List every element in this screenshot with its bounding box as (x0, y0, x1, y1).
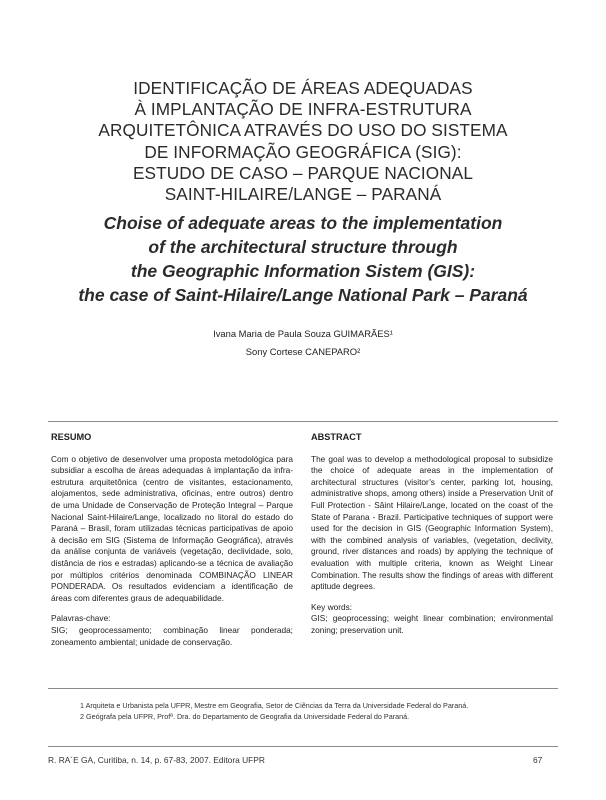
title-pt-line: À IMPLANTAÇÃO DE INFRA-ESTRUTURA (134, 99, 472, 120)
palavras-chave-label: Palavras-chave: (51, 613, 111, 624)
resumo-section (51, 432, 293, 648)
page-number: 67 (533, 755, 543, 765)
author-name: Sony Cortese CANEPARO² (245, 346, 361, 357)
abstract-heading: ABSTRACT (311, 432, 362, 442)
footnote: 1 Arquiteta e Urbanista pela UFPR, Mestre em Geografia, Setor de Ciências da Terra da Universidade Federal do Paraná. (80, 701, 469, 710)
footnote-divider (48, 688, 558, 689)
resumo-heading: RESUMO (51, 432, 92, 442)
key-words-text: GIS; geoprocessing; weight linear combination; environmental zoning; preservation unit. (311, 613, 553, 635)
title-en-line: of the architectural structure through (148, 237, 458, 257)
resumo-body: Com o objetivo de desenvolver uma proposta metodológica para subsidiar a escolha de áreas adequadas à implantação da infra-estrutura arquitetônica (centro de visitantes, estacionamento, alojamentos, sede administrativa, oficinas, entre outros) dentro de uma Unidade de Conservação de Proteção Integral – Parque Nacional Saint-Hilaire/Lange, localizado no litoral do estado do Paraná – Brasil, foram utilizadas técnicas participativas de apoio à decisão em SIG (Sistema de Informação Geográfica), através da análise conjunta de variáveis (vegetação, declividade, solo, distância de rios e estradas) aplicando-se a técnica de avaliação por múltiplos critérios denominada COMBINAÇÃO LINEAR PONDERADA. Os resultados evidenciam a identificação de áreas com diferentes graus de adequabilidade. (51, 453, 293, 603)
top-divider (48, 421, 558, 422)
author-list (40, 325, 566, 361)
journal-citation: R. RA´E GA, Curitiba, n. 14, p. 67-83, 2007. Editora UFPR (48, 755, 265, 765)
title-en-line: the case of Saint-Hilaire/Lange National Park – Paraná (78, 285, 528, 305)
footnotes (80, 700, 468, 723)
title-pt-line: SAINT-HILAIRE/LANGE – PARANÁ (164, 184, 442, 205)
title-english (40, 211, 566, 307)
title-pt-line: ESTUDO DE CASO – PARQUE NACIONAL (132, 162, 474, 183)
abstract-section (311, 432, 553, 637)
title-en-line: Choise of adequate areas to the implementation (103, 213, 503, 233)
key-words-label: Key words: (311, 601, 353, 612)
title-pt-line: DE INFORMAÇÃO GEOGRÁFICA (SIG): (144, 141, 462, 162)
abstract-body: The goal was to develop a methodological proposal to subsidize the choice of adequate areas in the implementation of architectural structures (visitor’s center, parking lot, housing, administrative shops, among others) inside a Preservation Unit of Full Protection - Sâint Hilaire/Lange, located on the coast of the State of Parana - Brazil. Participative techniques of support were used for the decision in GIS (Geographic Information System), with the combined analysis of variables, (vegetation, declivity, ground, river distances and roads) by applying the technique of evaluation with multiple criteria, known as Weight Linear Combination. The results show the findings of areas with different aptitude degrees. (311, 453, 553, 592)
footer-divider (48, 746, 558, 747)
title-portuguese (40, 78, 566, 205)
title-pt-line: ARQUITETÔNICA ATRAVÉS DO USO DO SISTEMA (98, 120, 508, 141)
author-name: Ivana Maria de Paula Souza GUIMARÃES¹ (213, 328, 393, 339)
palavras-chave-text: SIG; geoprocessamento; combinação linear ponderada; zoneamento ambiental; unidade de conservação. (51, 624, 293, 647)
footnote: 2 Geógrafa pela UFPR, Profª. Dra. do Departamento de Geografia da Universidade Federal do Paraná. (80, 712, 410, 722)
title-en-line: the Geographic Information Sistem (GIS): (130, 261, 476, 281)
title-pt-line: IDENTIFICAÇÃO DE ÁREAS ADEQUADAS (133, 78, 473, 98)
